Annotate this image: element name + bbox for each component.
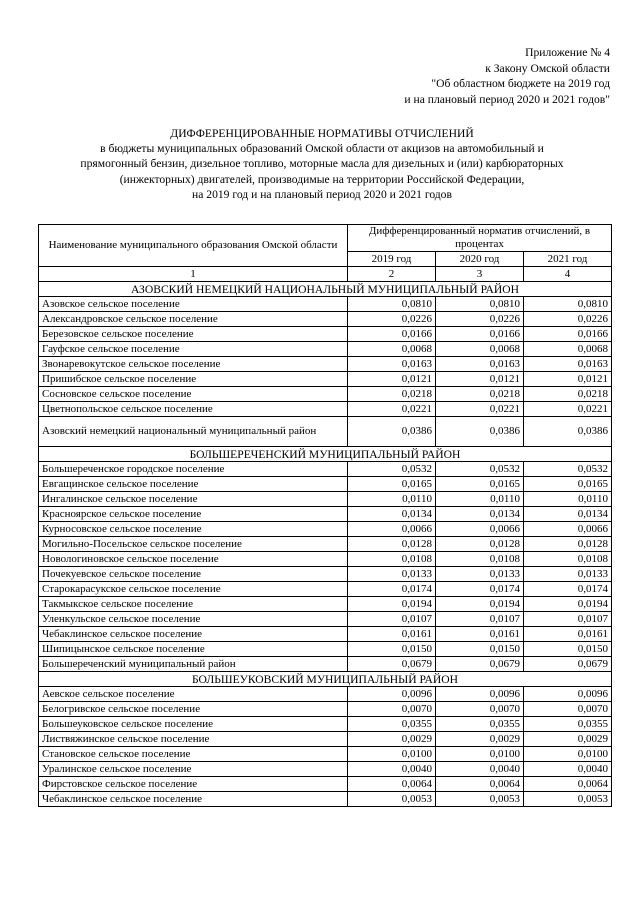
norm-2019: 0,0221 <box>348 402 436 417</box>
norm-2021: 0,0532 <box>524 462 612 477</box>
norm-2021: 0,0110 <box>524 492 612 507</box>
norm-2019: 0,0096 <box>348 687 436 702</box>
document-subtitle-line: на 2019 год и на плановый период 2020 и 2021 годов <box>192 187 452 201</box>
norm-2019: 0,0226 <box>348 312 436 327</box>
column-number: 2 <box>348 267 436 282</box>
norm-2020: 0,0163 <box>436 357 524 372</box>
table-row <box>39 627 612 642</box>
table-header <box>39 225 612 282</box>
municipality-name: Большереченское городское поселение <box>39 462 348 477</box>
column-number: 3 <box>436 267 524 282</box>
norm-2020: 0,0110 <box>436 492 524 507</box>
table-row <box>39 492 612 507</box>
table-row <box>39 612 612 627</box>
municipality-name: Уралинское сельское поселение <box>39 762 348 777</box>
norm-2021: 0,0053 <box>524 792 612 807</box>
table-row <box>39 642 612 657</box>
norm-2021: 0,0174 <box>524 582 612 597</box>
municipality-name: Старокарасукское сельское поселение <box>39 582 348 597</box>
norm-2020: 0,0161 <box>436 627 524 642</box>
norm-2021: 0,0226 <box>524 312 612 327</box>
norm-2019: 0,0161 <box>348 627 436 642</box>
document-subtitle-line: прямогонный бензин, дизельное топливо, моторные масла для дизельных и (или) карбюраторных <box>80 157 564 171</box>
section-row <box>39 282 612 297</box>
norm-2019: 0,0355 <box>348 717 436 732</box>
norm-2019: 0,0810 <box>348 297 436 312</box>
municipality-name: Становское сельское поселение <box>39 747 348 762</box>
norm-2019: 0,0128 <box>348 537 436 552</box>
section-title: БОЛЬШЕУКОВСКИЙ МУНИЦИПАЛЬНЫЙ РАЙОН <box>39 672 612 687</box>
norm-2020: 0,0532 <box>436 462 524 477</box>
municipality-name: Большереченский муниципальный район <box>39 657 348 672</box>
norm-2021: 0,0064 <box>524 777 612 792</box>
table-row <box>39 462 612 477</box>
norm-2020: 0,0166 <box>436 327 524 342</box>
document-heading <box>30 126 614 202</box>
column-header-2019: 2019 год <box>348 252 436 267</box>
municipality-name: Гауфское сельское поселение <box>39 342 348 357</box>
municipality-name: Звонаревокутское сельское поселение <box>39 357 348 372</box>
norms-table <box>38 224 612 807</box>
norm-2021: 0,0810 <box>524 297 612 312</box>
municipality-name: Новологиновское сельское поселение <box>39 552 348 567</box>
norm-2020: 0,0070 <box>436 702 524 717</box>
municipality-name: Ингалинское сельское поселение <box>39 492 348 507</box>
municipality-name: Большеуковское сельское поселение <box>39 717 348 732</box>
norm-2019: 0,0053 <box>348 792 436 807</box>
norm-2019: 0,0121 <box>348 372 436 387</box>
municipality-name: Аевское сельское поселение <box>39 687 348 702</box>
table-row <box>39 387 612 402</box>
norm-2020: 0,0174 <box>436 582 524 597</box>
norm-2021: 0,0066 <box>524 522 612 537</box>
table-row <box>39 537 612 552</box>
norm-2020: 0,0218 <box>436 387 524 402</box>
table-row <box>39 312 612 327</box>
municipality-name: Александровское сельское поселение <box>39 312 348 327</box>
norm-2021: 0,0679 <box>524 657 612 672</box>
municipality-name: Пришибское сельское поселение <box>39 372 348 387</box>
norm-2021: 0,0100 <box>524 747 612 762</box>
norm-2021: 0,0221 <box>524 402 612 417</box>
table-row <box>39 522 612 537</box>
table-row <box>39 732 612 747</box>
norm-2019: 0,0066 <box>348 522 436 537</box>
municipality-name: Могильно-Посельское сельское поселение <box>39 537 348 552</box>
norm-2021: 0,0096 <box>524 687 612 702</box>
norm-2020: 0,0165 <box>436 477 524 492</box>
municipality-name: Фирстовское сельское поселение <box>39 777 348 792</box>
norm-2021: 0,0150 <box>524 642 612 657</box>
norm-2021: 0,0108 <box>524 552 612 567</box>
column-number: 1 <box>39 267 348 282</box>
norm-2020: 0,0679 <box>436 657 524 672</box>
municipality-name: Азовский немецкий национальный муниципальный район <box>39 417 348 447</box>
appendix-line: к Закону Омской области <box>485 61 610 75</box>
document-title: ДИФФЕРЕНЦИРОВАННЫЕ НОРМАТИВЫ ОТЧИСЛЕНИЙ <box>170 127 474 140</box>
norm-2021: 0,0070 <box>524 702 612 717</box>
table-row <box>39 372 612 387</box>
norm-2020: 0,0066 <box>436 522 524 537</box>
norm-2020: 0,0121 <box>436 372 524 387</box>
norm-2020: 0,0100 <box>436 747 524 762</box>
norm-2020: 0,0029 <box>436 732 524 747</box>
appendix-line: Приложение № 4 <box>525 46 610 59</box>
municipality-name: Такмыкское сельское поселение <box>39 597 348 612</box>
column-header-norm: Дифференцированный норматив отчислений, в процентах <box>348 225 612 252</box>
section-title: БОЛЬШЕРЕЧЕНСКИЙ МУНИЦИПАЛЬНЫЙ РАЙОН <box>39 447 612 462</box>
norm-2020: 0,0108 <box>436 552 524 567</box>
norm-2019: 0,0100 <box>348 747 436 762</box>
appendix-note <box>404 45 610 107</box>
norm-2020: 0,0355 <box>436 717 524 732</box>
norm-2021: 0,0355 <box>524 717 612 732</box>
norm-2019: 0,0679 <box>348 657 436 672</box>
norm-2021: 0,0068 <box>524 342 612 357</box>
table-row <box>39 777 612 792</box>
norm-2021: 0,0194 <box>524 597 612 612</box>
norm-2019: 0,0134 <box>348 507 436 522</box>
norm-2020: 0,0040 <box>436 762 524 777</box>
norm-2019: 0,0068 <box>348 342 436 357</box>
norm-2019: 0,0165 <box>348 477 436 492</box>
norm-2020: 0,0096 <box>436 687 524 702</box>
municipality-name: Листвяжинское сельское поселение <box>39 732 348 747</box>
municipality-name: Уленкульское сельское поселение <box>39 612 348 627</box>
table-row-district-total <box>39 417 612 447</box>
municipality-name: Сосновское сельское поселение <box>39 387 348 402</box>
municipality-name: Чебаклинское сельское поселение <box>39 627 348 642</box>
norm-2019: 0,0040 <box>348 762 436 777</box>
appendix-line: "Об областном бюджете на 2019 год <box>431 77 610 90</box>
norm-2019: 0,0532 <box>348 462 436 477</box>
norm-2019: 0,0133 <box>348 567 436 582</box>
table-row <box>39 702 612 717</box>
norm-2019: 0,0070 <box>348 702 436 717</box>
norm-2020: 0,0134 <box>436 507 524 522</box>
norm-2019: 0,0029 <box>348 732 436 747</box>
table-row <box>39 597 612 612</box>
municipality-name: Цветнопольское сельское поселение <box>39 402 348 417</box>
norm-2020: 0,0810 <box>436 297 524 312</box>
document-subtitle-line: (инжекторных) двигателей, производимые на территории Российской Федерации, <box>119 172 525 186</box>
norm-2019: 0,0108 <box>348 552 436 567</box>
table-row <box>39 717 612 732</box>
norm-2021: 0,0128 <box>524 537 612 552</box>
table-row <box>39 582 612 597</box>
section-row <box>39 447 612 462</box>
norm-2020: 0,0194 <box>436 597 524 612</box>
norm-2021: 0,0163 <box>524 357 612 372</box>
column-header-2020: 2020 год <box>436 252 524 267</box>
column-header-name: Наименование муниципального образования Омской области <box>39 225 348 267</box>
norm-2019: 0,0174 <box>348 582 436 597</box>
norm-2020: 0,0386 <box>436 417 524 447</box>
norm-2019: 0,0166 <box>348 327 436 342</box>
section-row <box>39 672 612 687</box>
norm-2019: 0,0218 <box>348 387 436 402</box>
norm-2021: 0,0121 <box>524 372 612 387</box>
table-row <box>39 552 612 567</box>
norm-2019: 0,0107 <box>348 612 436 627</box>
norm-2019: 0,0194 <box>348 597 436 612</box>
table-row <box>39 687 612 702</box>
table-row <box>39 762 612 777</box>
norm-2021: 0,0029 <box>524 732 612 747</box>
table-row <box>39 477 612 492</box>
municipality-name: Березовское сельское поселение <box>39 327 348 342</box>
norm-2021: 0,0134 <box>524 507 612 522</box>
norm-2021: 0,0107 <box>524 612 612 627</box>
municipality-name: Евгащинское сельское поселение <box>39 477 348 492</box>
municipality-name: Чебаклинское сельское поселение <box>39 792 348 807</box>
municipality-name: Азовское сельское поселение <box>39 297 348 312</box>
table-row <box>39 357 612 372</box>
norm-2021: 0,0386 <box>524 417 612 447</box>
norm-2021: 0,0133 <box>524 567 612 582</box>
section-title: АЗОВСКИЙ НЕМЕЦКИЙ НАЦИОНАЛЬНЫЙ МУНИЦИПАЛЬНЫЙ РАЙОН <box>39 282 612 297</box>
municipality-name: Почекуевское сельское поселение <box>39 567 348 582</box>
norm-2020: 0,0068 <box>436 342 524 357</box>
column-header-2021: 2021 год <box>524 252 612 267</box>
table-body <box>39 282 612 807</box>
table-row <box>39 402 612 417</box>
norm-2020: 0,0064 <box>436 777 524 792</box>
table-row <box>39 792 612 807</box>
norm-2020: 0,0107 <box>436 612 524 627</box>
norm-2019: 0,0386 <box>348 417 436 447</box>
norm-2020: 0,0128 <box>436 537 524 552</box>
norm-2020: 0,0226 <box>436 312 524 327</box>
norm-2021: 0,0161 <box>524 627 612 642</box>
municipality-name: Шипицынское сельское поселение <box>39 642 348 657</box>
norm-2020: 0,0221 <box>436 402 524 417</box>
norm-2020: 0,0053 <box>436 792 524 807</box>
municipality-name: Курносовское сельское поселение <box>39 522 348 537</box>
norm-2019: 0,0163 <box>348 357 436 372</box>
table-row <box>39 342 612 357</box>
norm-2020: 0,0133 <box>436 567 524 582</box>
municipality-name: Красноярское сельское поселение <box>39 507 348 522</box>
norm-2019: 0,0150 <box>348 642 436 657</box>
norm-2021: 0,0218 <box>524 387 612 402</box>
document-subtitle-line: в бюджеты муниципальных образований Омской области от акцизов на автомобильный и <box>100 142 544 156</box>
norm-2021: 0,0166 <box>524 327 612 342</box>
table-row <box>39 747 612 762</box>
norm-2021: 0,0165 <box>524 477 612 492</box>
norm-2020: 0,0150 <box>436 642 524 657</box>
table-row <box>39 657 612 672</box>
table-row <box>39 327 612 342</box>
table-row <box>39 297 612 312</box>
table-row <box>39 567 612 582</box>
column-number: 4 <box>524 267 612 282</box>
appendix-line: и на плановый период 2020 и 2021 годов" <box>404 92 610 106</box>
norm-2019: 0,0064 <box>348 777 436 792</box>
table-row <box>39 507 612 522</box>
norm-2019: 0,0110 <box>348 492 436 507</box>
municipality-name: Белогривское сельское поселение <box>39 702 348 717</box>
norm-2021: 0,0040 <box>524 762 612 777</box>
